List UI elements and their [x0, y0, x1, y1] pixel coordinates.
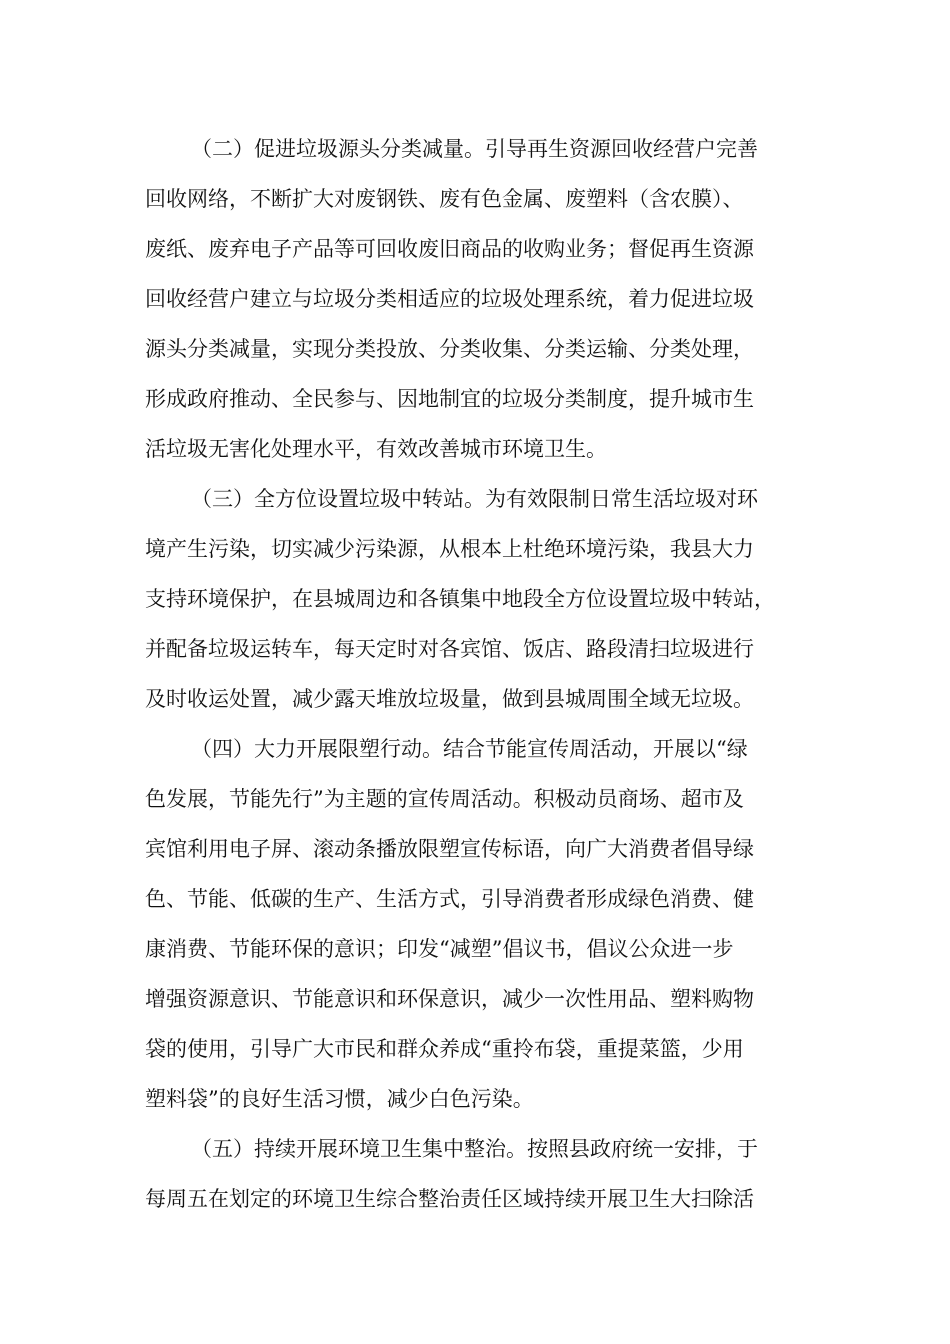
text-line: （四）大力开展限塑行动。结合节能宣传周活动，开展以“绿 [191, 737, 748, 761]
document-body [145, 124, 805, 1224]
text-line: 废纸、废弃电子产品等可回收废旧商品的收购业务；督促再生资源 [145, 237, 754, 261]
text-line: 并配备垃圾运转车，每天定时对各宾馆、饭店、路段清扫垃圾进行 [145, 637, 754, 661]
paragraph-3-transfer-stations [145, 474, 805, 724]
paragraph-4-plastic-restriction [145, 724, 805, 1124]
text-line: 支持环境保护，在县城周边和各镇集中地段全方位设置垃圾中转站， [145, 587, 775, 611]
text-line: （五）持续开展环境卫生集中整治。按照县政府统一安排，于 [191, 1137, 758, 1161]
text-line: 康消费、节能环保的意识；印发“减塑”倡议书，倡议公众进一步 [145, 937, 734, 961]
text-line: 色、节能、低碳的生产、生活方式，引导消费者形成绿色消费、健 [145, 887, 754, 911]
text-line: 每周五在划定的环境卫生综合整治责任区域持续开展卫生大扫除活 [145, 1187, 754, 1211]
paragraph-5-sanitation-campaign [145, 1124, 805, 1224]
text-line: 回收经营户建立与垃圾分类相适应的垃圾处理系统，着力促进垃圾 [145, 287, 754, 311]
paragraph-2-waste-sorting [145, 124, 805, 474]
text-line: 活垃圾无害化处理水平，有效改善城市环境卫生。 [145, 437, 607, 461]
text-line: 境产生污染，切实减少污染源，从根本上杜绝环境污染，我县大力 [145, 537, 754, 561]
text-line: 宾馆利用电子屏、滚动条播放限塑宣传标语，向广大消费者倡导绿 [145, 837, 754, 861]
text-line: 袋的使用，引导广大市民和群众养成“重拎布袋，重提菜篮，少用 [145, 1037, 744, 1061]
text-line: 增强资源意识、节能意识和环保意识，减少一次性用品、塑料购物 [145, 987, 754, 1011]
text-line: 回收网络，不断扩大对废钢铁、废有色金属、废塑料（含农膜）、 [145, 187, 744, 211]
text-line: 及时收运处置，减少露天堆放垃圾量，做到县城周围全域无垃圾。 [145, 687, 754, 711]
text-line: （二）促进垃圾源头分类减量。引导再生资源回收经营户完善 [191, 137, 758, 161]
text-line: 塑料袋”的良好生活习惯，减少白色污染。 [145, 1087, 534, 1111]
text-line: 源头分类减量，实现分类投放、分类收集、分类运输、分类处理， [145, 337, 754, 361]
text-line: 色发展，节能先行”为主题的宣传周活动。积极动员商场、超市及 [145, 787, 744, 811]
text-line: （三）全方位设置垃圾中转站。为有效限制日常生活垃圾对环 [191, 487, 758, 511]
text-line: 形成政府推动、全民参与、因地制宜的垃圾分类制度，提升城市生 [145, 387, 754, 411]
